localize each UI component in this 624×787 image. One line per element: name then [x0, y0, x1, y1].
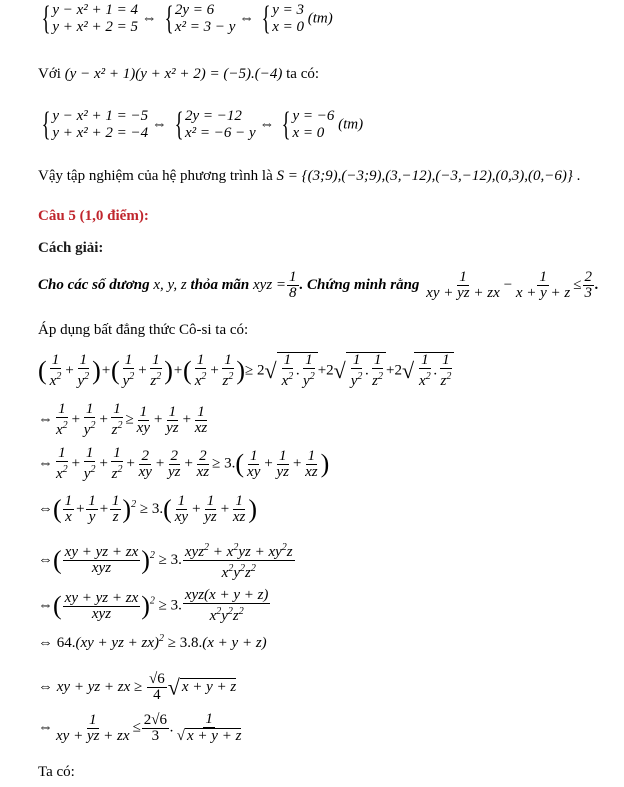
math-line-6: ⇔( $\frac{xy + yz + zx}{\text{xyz}}$ )$^2$ ≥ 3. $\frac{\text{xyz(x + y + z)}}{x^2y^2z^2}$ — [38, 587, 269, 624]
system-line-1: { y − x² + 1 = 4 y + x² + 2 = 5 ⇔ { 2y = 6 x² = 3 − y ⇔ { y = 3 x = 0 (tm) — [41, 0, 333, 37]
case-line: Với (y − x² + 1)(y + x² + 2) = (−5).(−4) ta có: — [38, 66, 320, 82]
apply-text: Áp dụng bất đẳng thức Cô-si ta có: — [38, 322, 249, 338]
math-line-3: ⇔ $\frac{1}{x^2}$ + $\frac{1}{y^2}$ + $\frac{1}{z^2}$ + $\frac{2}{xy}$ + $\frac{2}{yz}$ + $\frac{2}{xz}$ ≥ 3.( $\frac{1}{xy}$ + $\frac{1}{yz}$ + $\frac{1}{xz}$ ) — [38, 445, 330, 482]
question-heading: Câu 5 (1,0 điểm): — [38, 208, 149, 224]
system-line-2: { y − x² + 1 = −5 y + x² + 2 = −4 ⇔ { 2y = −12 x² = −6 − y ⇔ { y = −6 x = 0 (tm) — [41, 106, 364, 143]
solution-heading: Cách giải: — [38, 240, 104, 256]
problem-statement: Cho các số dương x, y, z thỏa mãn xyz = $\frac{1}{8}$ . Chứng minh rằng $\frac{1}{xy + yz + zx}$ − $\frac{1}{x + y + z}$ ≤ $\frac{2}{3}$ . — [38, 269, 599, 301]
math-line-2: ⇔ $\frac{1}{x^2}$ + $\frac{1}{y^2}$ + $\frac{1}{z^2}$ ≥ $\frac{1}{xy}$ + $\frac{1}{yz}$ + $\frac{1}{xz}$ — [38, 401, 208, 438]
math-line-7: ⇔ 64.(xy + yz + zx)$^2$ ≥ 3.8.(x + y + z) — [38, 633, 267, 651]
solution-set-line: Vậy tập nghiệm của hệ phương trình là S = {(3;9),(−3;9),(3,−12),(−3,−12),(0,3),(0,−6)} . — [38, 168, 581, 184]
math-line-1: ( $\frac{1}{x^2}$ + $\frac{1}{y^2}$ )+( $\frac{1}{y^2}$ + $\frac{1}{z^2}$ )+( $\frac{1}{x^2}$ + $\frac{1}{z^2}$ )≥ 2√ $\frac{1}{x^2}$ . $\frac{1}{y^2}$ +2√ $\frac{1}{y^2}$ . $\frac{1}{z^2}$ +2√ $\frac{1}{x^2}$ . $\frac{1}{z^2}$ — [38, 352, 454, 389]
conclusion-text: Ta có: — [38, 764, 75, 780]
math-line-5: ⇔( $\frac{xy + yz + zx}{\text{xyz}}$ )$^2$ ≥ 3. $\frac{xyz^2 + x^2yz + xy^2z}{x^2y^2z^2}$ — [38, 542, 293, 581]
math-line-8: ⇔ xy + yz + zx ≥ $\frac{√6}{4}$ √ x + y + z — [38, 671, 237, 703]
math-line-9: ⇔ $\frac{1}{xy + yz + zx}$ ≤ $\frac{2√6}{3}$ . $\frac{1}{√ x + y + z}$ — [38, 711, 242, 744]
math-line-4: ⇔( $\frac{1}{x}$ + $\frac{1}{y}$ + $\frac{1}{z}$ )$^2$ ≥ 3.( $\frac{1}{xy}$ + $\frac{1}{yz}$ + $\frac{1}{xz}$ ) — [38, 493, 257, 525]
